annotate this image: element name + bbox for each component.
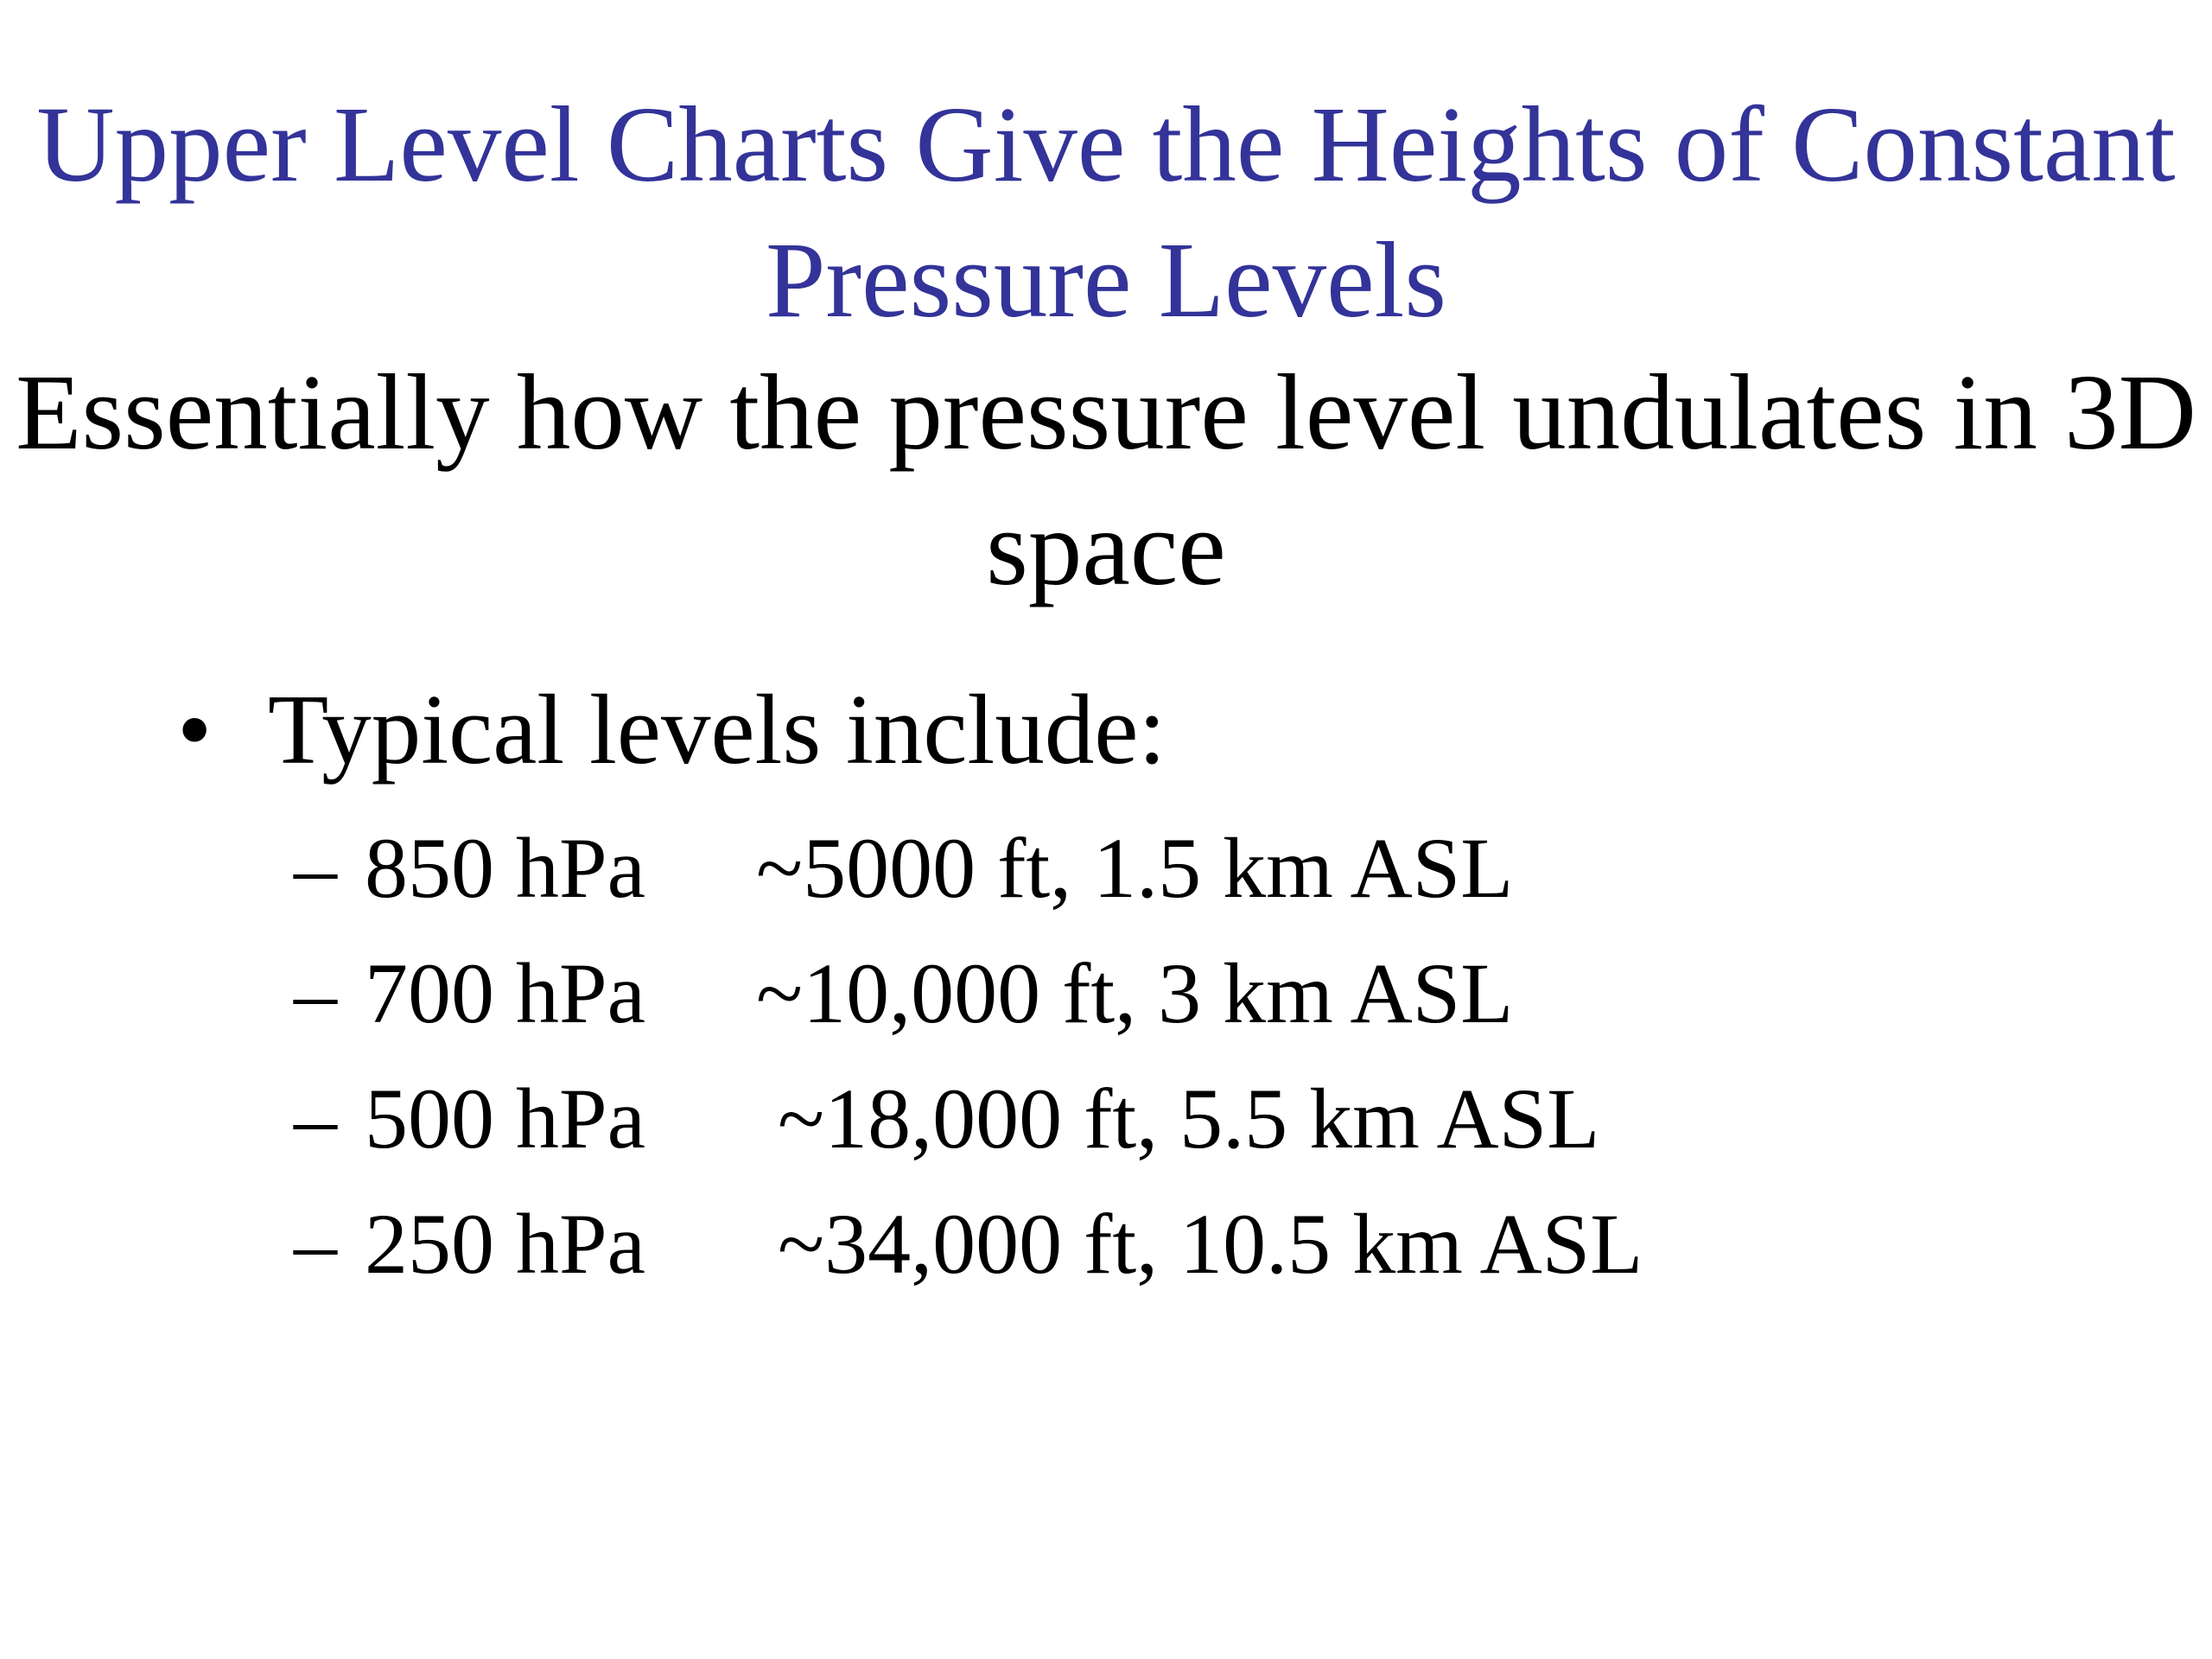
bullet-item [177, 670, 1166, 791]
level-pressure: 250 hPa [365, 1196, 645, 1292]
level-pressure: 500 hPa [365, 1071, 645, 1166]
level-item [294, 817, 1514, 920]
bullet-text: Typical levels include: [268, 675, 1166, 785]
level-dash: – [294, 1071, 337, 1166]
bullet-marker: • [177, 675, 213, 785]
level-height: ~18,000 ft, 5.5 km ASL [778, 1071, 1600, 1166]
level-item [294, 1192, 1643, 1296]
level-item [294, 1067, 1600, 1171]
level-dash: – [294, 1196, 337, 1292]
level-dash: – [294, 945, 337, 1041]
level-dash: – [294, 820, 337, 916]
level-pressure: 850 hPa [365, 820, 645, 916]
level-height: ~34,000 ft, 10.5 km ASL [778, 1196, 1643, 1292]
level-height: ~10,000 ft, 3 km ASL [756, 945, 1514, 1041]
level-height: ~5000 ft, 1.5 km ASL [756, 820, 1514, 916]
level-pressure: 700 hPa [365, 945, 645, 1041]
slide-title: Upper Level Charts Give the Heights of Constant Pressure Levels [36, 86, 2176, 340]
slide-subtitle: Essentially how the pressure level undulates in 3D space [16, 353, 2196, 608]
level-item [294, 942, 1514, 1046]
